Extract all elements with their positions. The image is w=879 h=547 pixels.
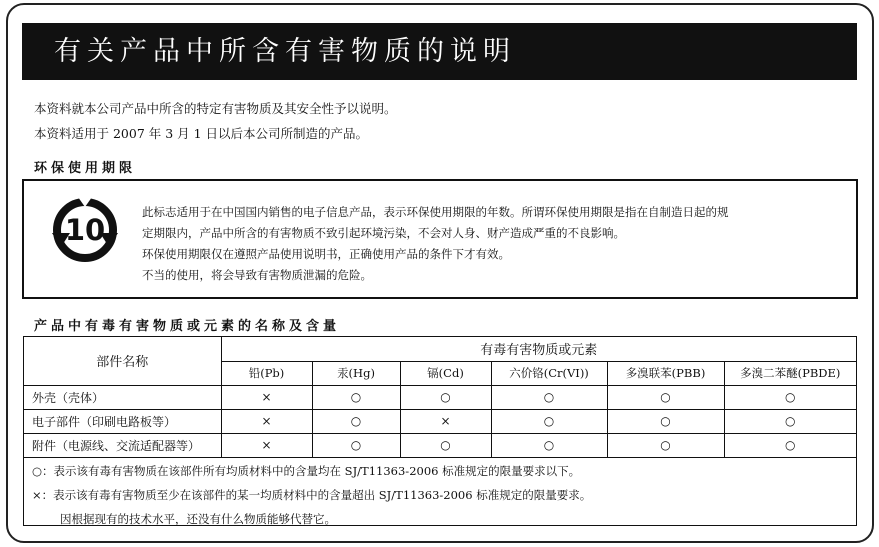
table-row — [24, 409, 856, 433]
component-header: 部件名称 — [24, 337, 221, 385]
mark-cell: ○ — [607, 409, 724, 433]
mark-cell: ○ — [724, 409, 856, 433]
env-line: 定期限内，产品中所含的有害物质不致引起环境污染，不会对人身、财产造成严重的不良影响。 — [142, 226, 625, 240]
mark-cell: ○ — [724, 385, 856, 409]
component-name: 外壳（壳体） — [24, 385, 221, 409]
component-name: 电子部件（印刷电路板等） — [24, 409, 221, 433]
substance-group-header: 有毒有害物质或元素 — [221, 337, 856, 361]
note-line: 因根据现有的技术水平，还没有什么物质能够代替它。 — [60, 512, 336, 526]
note-line: ×：表示该有毒有害物质至少在该部件的某一均质材料中的含量超出 SJ/T11363-2006 标准规定的限量要求。 — [32, 488, 592, 502]
epup-10-logo-icon — [52, 197, 118, 263]
mark-cell: ○ — [491, 409, 607, 433]
column-header: 六价铬(Cr(VI)) — [491, 361, 607, 385]
column-header: 铅(Pb) — [221, 361, 312, 385]
env-period-heading: 环保使用期限 — [34, 161, 137, 176]
epup-logo-number: 10 — [64, 213, 106, 247]
env-line: 不当的使用，将会导致有害物质泄漏的危险。 — [142, 268, 372, 282]
mark-cell: ○ — [312, 409, 400, 433]
note-line: ○：表示该有毒有害物质在该部件所有均质材料中的含量均在 SJ/T11363-2006 标准规定的限量要求以下。 — [32, 464, 581, 478]
table-notes — [32, 459, 591, 531]
env-period-box — [22, 179, 858, 299]
intro-line: 本资料就本公司产品中所含的特定有害物质及其安全性予以说明。 — [34, 101, 397, 116]
mark-cell: ○ — [491, 433, 607, 457]
component-name: 附件（电源线、交流适配器等） — [24, 433, 221, 457]
mark-cell: ○ — [312, 385, 400, 409]
column-header: 多溴联苯(PBB) — [607, 361, 724, 385]
mark-cell: × — [221, 409, 312, 433]
mark-cell: ○ — [491, 385, 607, 409]
page-title: 有关产品中所含有害物质的说明 — [22, 23, 857, 80]
mark-cell: ○ — [607, 433, 724, 457]
env-line: 环保使用期限仅在遵照产品使用说明书，正确使用产品的条件下才有效。 — [142, 247, 510, 261]
mark-cell: ○ — [607, 385, 724, 409]
column-header: 汞(Hg) — [312, 361, 400, 385]
mark-cell: ○ — [312, 433, 400, 457]
mark-cell: × — [221, 433, 312, 457]
env-period-text — [142, 202, 842, 286]
mark-cell: × — [221, 385, 312, 409]
intro-line: 本资料适用于 2007 年 3 月 1 日以后本公司所制造的产品。 — [34, 126, 369, 141]
table-row — [24, 433, 856, 457]
substances-heading: 产品中有毒有害物质或元素的名称及含量 — [34, 319, 341, 334]
env-line: 此标志适用于在中国国内销售的电子信息产品，表示环保使用期限的年数。所谓环保使用期限是指在自制造日起的规 — [142, 205, 729, 219]
column-header: 镉(Cd) — [400, 361, 491, 385]
mark-cell: × — [400, 409, 491, 433]
mark-cell: ○ — [400, 433, 491, 457]
column-header: 多溴二苯醚(PBDE) — [724, 361, 856, 385]
mark-cell: ○ — [724, 433, 856, 457]
substances-table-box — [23, 336, 857, 526]
substances-table — [24, 337, 856, 458]
table-row — [24, 385, 856, 409]
mark-cell: ○ — [400, 385, 491, 409]
